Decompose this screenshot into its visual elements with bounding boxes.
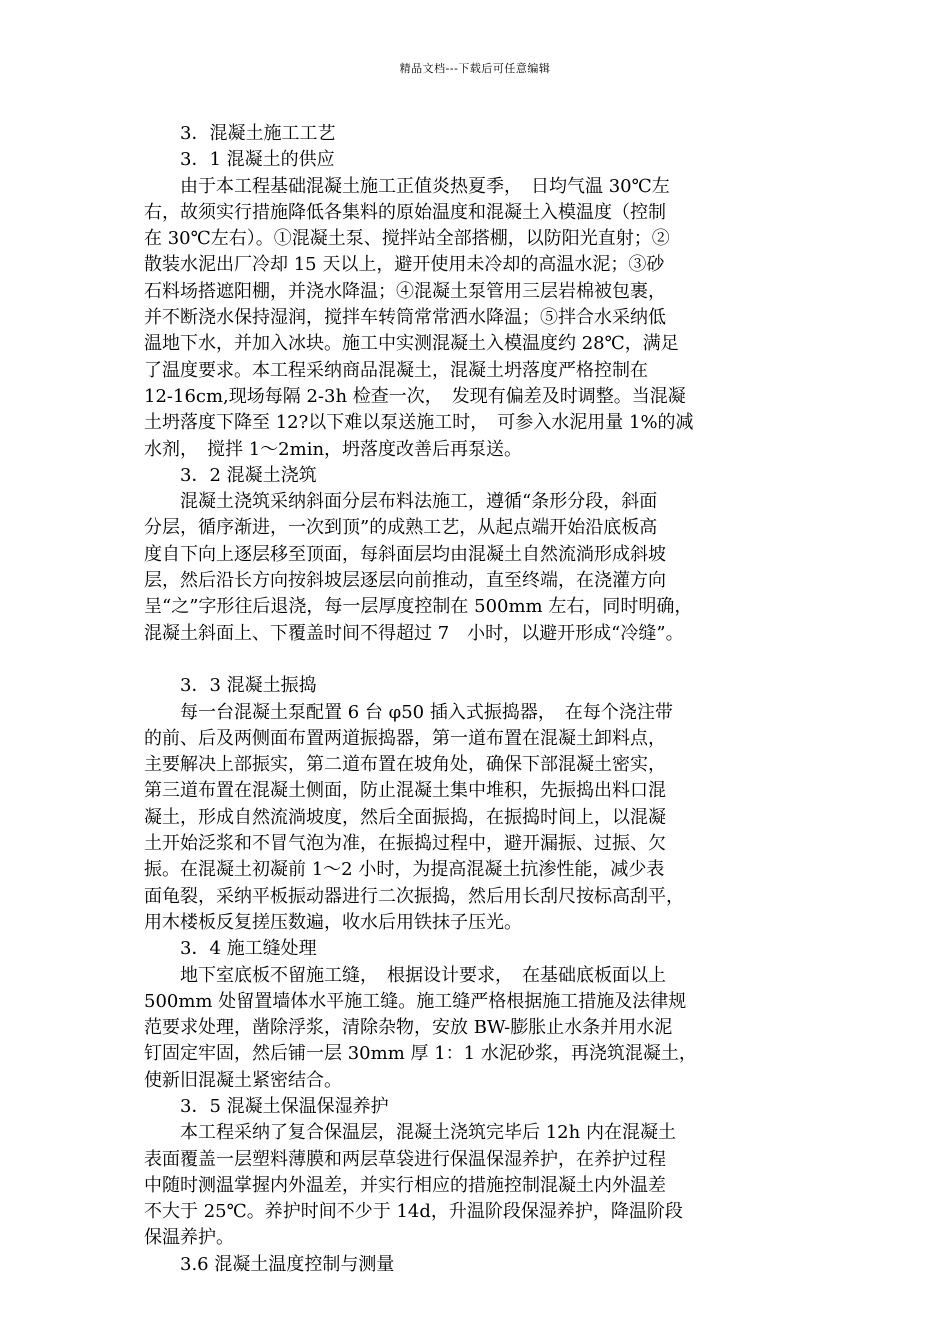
paragraph-line: 本工程采纳了复合保温层，混凝土浇筑完毕后 12h 内在混凝土: [144, 1122, 676, 1144]
heading-3-5: 3．5 混凝土保温保湿养护: [144, 1095, 389, 1117]
paragraph-line: 并不断浇水保持湿润，搅拌车转筒常常洒水降温；⑤拌合水采纳低: [144, 307, 666, 329]
heading-3-4: 3．4 施工缝处理: [144, 938, 317, 960]
paragraph-line: 面龟裂，采纳平板振动器进行二次振捣，然后用长刮尺按标高刮平，: [144, 885, 684, 907]
paragraph-line: 第三道布置在混凝土侧面，防止混凝土集中堆积，先振捣出料口混: [144, 780, 666, 802]
paragraph-line: 凝土，形成自然流淌坡度，然后全面振捣，在振捣时间上，以混凝: [144, 806, 666, 828]
paragraph-line: 在 30℃左右）。①混凝土泵、搅拌站全部搭棚，以防阳光直射；②: [144, 228, 670, 250]
paragraph-line: 不大于 25℃。养护时间不少于 14d，升温阶段保湿养护，降温阶段: [144, 1201, 683, 1223]
paragraph-line: 的前、后及两侧面布置两道振捣器，第一道布置在混凝土卸料点，: [144, 727, 666, 749]
paragraph-line: 分层，循序渐进，一次到顶”的成熟工艺，从起点端开始沿底板高: [144, 517, 658, 539]
paragraph-line: 地下室底板不留施工缝， 根据设计要求， 在基础底板面以上: [144, 964, 666, 986]
paragraph-line: 主要解决上部振实，第二道布置在坡角处，确保下部混凝土密实，: [144, 754, 666, 776]
paragraph-line: 水剂， 搅拌 1～2min，坍落度改善后再泵送。: [144, 438, 523, 460]
heading-3-2: 3．2 混凝土浇筑: [144, 464, 317, 486]
paragraph-line: 保温养护。: [144, 1227, 234, 1249]
paragraph-line: 右，故须实行措施降低各集料的原始温度和混凝土入模温度（控制: [144, 201, 666, 223]
paragraph-line: 用木楼板反复搓压数遍，收水后用铁抹子压光。: [144, 911, 522, 933]
paragraph-line: 表面覆盖一层塑料薄膜和两层草袋进行保温保湿养护，在养护过程: [144, 1148, 666, 1170]
page-header: 精品文档---下载后可任意编辑: [399, 62, 551, 75]
document-body: [144, 121, 812, 1278]
paragraph-line: 500mm 处留置墙体水平施工缝。施工缝严格根据施工措施及法律规: [144, 990, 687, 1012]
paragraph-line: 度自下向上逐层移至顶面，每斜面层均由混凝土自然流淌形成斜坡: [144, 543, 666, 565]
paragraph-line: 混凝土浇筑采纳斜面分层布料法施工，遵循“条形分段，斜面: [144, 491, 658, 513]
paragraph-line: 每一台混凝土泵配置 6 台 φ50 插入式振捣器， 在每个浇注带: [144, 701, 673, 723]
heading-3-1: 3．1 混凝土的供应: [144, 149, 335, 171]
blank-line: [144, 647, 812, 673]
paragraph-line: 中随时测温掌握内外温差，并实行相应的措施控制混凝土内外温差: [144, 1174, 666, 1196]
paragraph-line: 土坍落度下降至 12?以下难以泵送施工时， 可参入水泥用量 1%的减: [144, 412, 694, 434]
heading-3-6: 3.6 混凝土温度控制与测量: [144, 1253, 395, 1275]
paragraph-line: 振。在混凝土初凝前 1～2 小时，为提高混凝土抗渗性能，减少表: [144, 859, 665, 881]
paragraph-line: 混凝土斜面上、下覆盖时间不得超过 7 小时，以避开形成“冷缝”。: [144, 622, 684, 644]
paragraph-line: 石料场搭遮阳棚，并浇水降温；④混凝土泵管用三层岩棉被包裹，: [144, 280, 666, 302]
paragraph-line: 钉固定牢固，然后铺一层 30mm 厚 1：1 水泥砂浆，再浇筑混凝土，: [144, 1043, 697, 1065]
heading-3-3: 3．3 混凝土振捣: [144, 675, 317, 697]
paragraph-line: 呈“之”字形往后退浇，每一层厚度控制在 500mm 左右，同时明确，: [144, 596, 693, 618]
paragraph-line: 层，然后沿长方向按斜坡层逐层向前推动，直至终端，在浇灌方向: [144, 570, 666, 592]
heading-3: 3．混凝土施工工艺: [144, 123, 336, 144]
paragraph-line: 散装水泥出厂冷却 15 天以上，避开使用未冷却的高温水泥；③砂: [144, 254, 665, 276]
paragraph-line: 12-16cm,现场每隔 2-3h 检查一次， 发现有偏差及时调整。当混凝: [144, 385, 686, 407]
paragraph-line: 由于本工程基础混凝土施工正值炎热夏季， 日均气温 30℃左: [144, 175, 670, 197]
paragraph-line: 了温度要求。本工程采纳商品混凝土，混凝土坍落度严格控制在: [144, 359, 648, 381]
paragraph-line: 范要求处理，凿除浮浆，清除杂物，安放 BW-膨胀止水条并用水泥: [144, 1017, 673, 1039]
paragraph-line: 温地下水，并加入冰块。施工中实测混凝土入模温度约 28℃，满足: [144, 333, 679, 355]
paragraph-line: 使新旧混凝土紧密结合。: [144, 1069, 342, 1091]
paragraph-line: 土开始泛浆和不冒气泡为准，在振捣过程中，避开漏振、过振、欠: [144, 833, 666, 855]
